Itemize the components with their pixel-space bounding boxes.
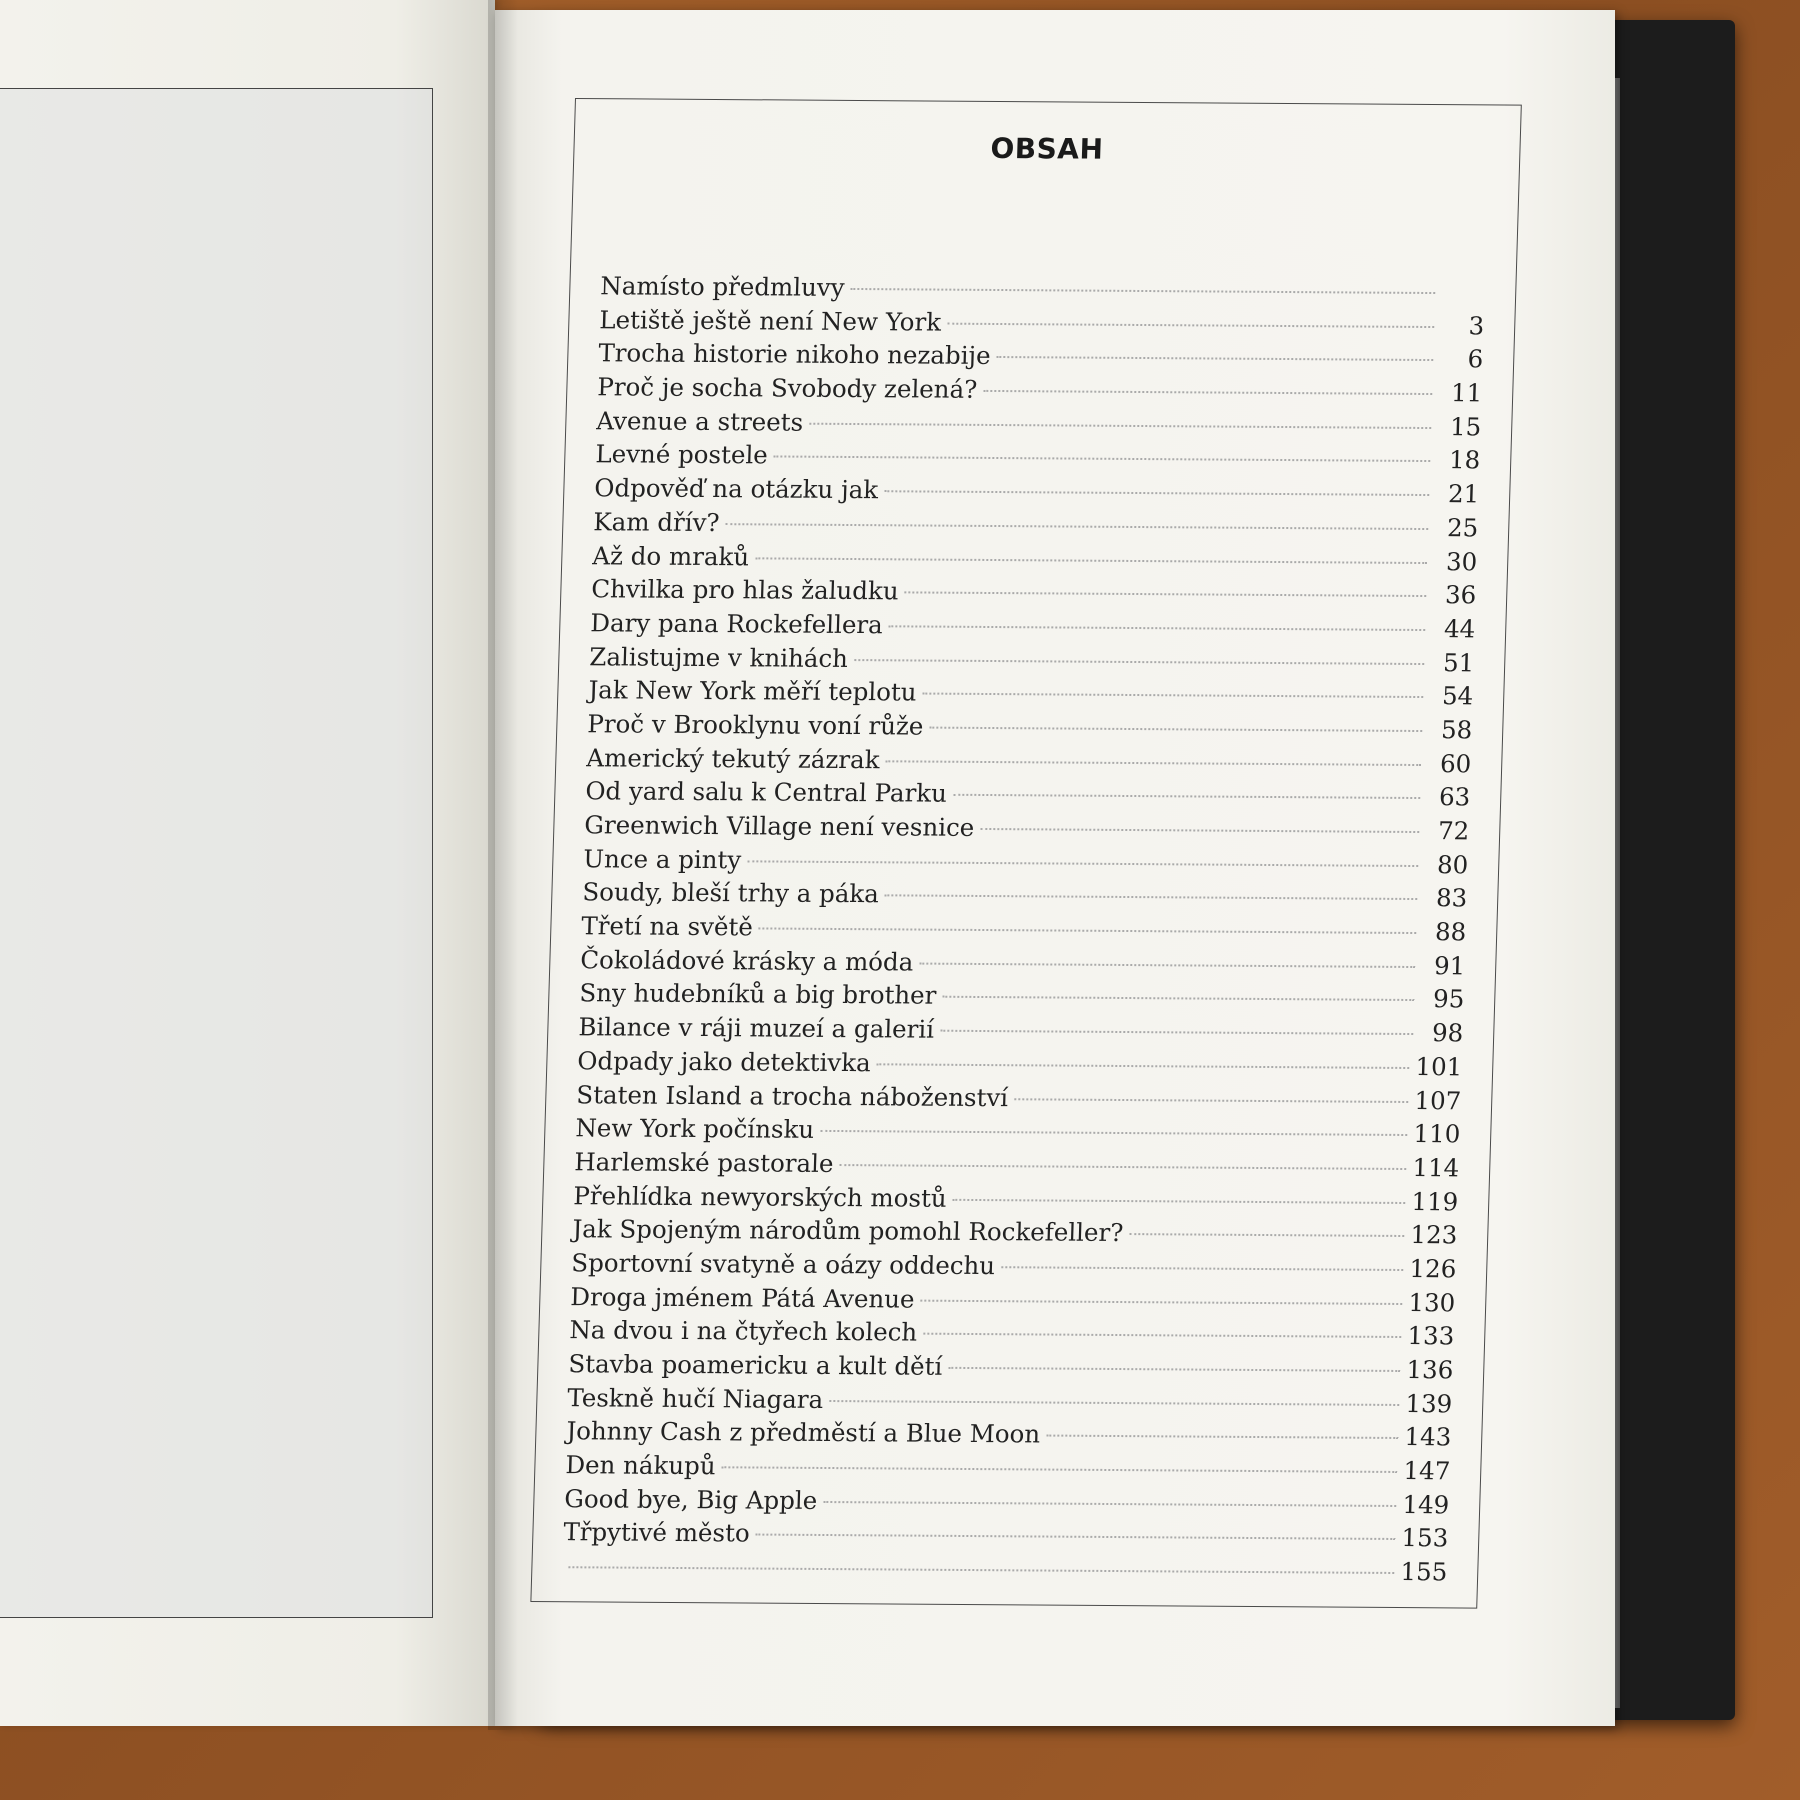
dot-leader [983,390,1432,395]
dot-leader [820,1130,1407,1136]
toc-entry-title: Harlemské pastorale [574,1147,834,1178]
toc-entry-page: 133 [1407,1321,1455,1351]
toc-entry-title: Na dvou i na čtyřech kolech [569,1315,918,1347]
toc-entry-page: 51 [1442,647,1475,677]
toc-entry-page: 36 [1444,580,1477,610]
toc-entry-title: New York počínsku [575,1113,815,1145]
toc-entry-page: 11 [1450,378,1483,408]
toc-entry-page: 63 [1438,782,1471,812]
toc-frame [530,98,1521,1609]
toc-entry-title: Kam dřív? [593,507,720,537]
toc-entry-title: Letiště ještě není New York [599,304,942,337]
toc-entry-page: 58 [1440,715,1473,745]
binding-shadow [488,0,518,1730]
dot-leader [1129,1233,1404,1237]
dot-leader [747,860,1418,867]
toc-entry-title: Jak Spojeným národům pomohl Rockefeller? [572,1214,1124,1248]
toc-entry-title: Good bye, Big Apple [564,1483,818,1515]
toc-entry-title: Třpytivé město [563,1517,751,1548]
dot-leader [997,356,1434,361]
toc-entry-page: 25 [1446,512,1479,543]
toc-entry-title: Den nákupů [565,1450,717,1481]
toc-entry-page: 15 [1449,411,1482,442]
dot-leader [940,1030,1413,1035]
dot-leader [886,760,1422,766]
dot-leader [756,1534,1396,1540]
toc-entry-title: Americký tekutý zázrak [586,742,881,774]
dot-leader [953,1198,1406,1203]
dot-leader [884,490,1429,496]
toc-entry-page: 114 [1412,1152,1460,1183]
toc-entry-page: 95 [1432,984,1465,1014]
toc-entry-title: Chvilka pro hlas žaludku [591,574,900,606]
dot-leader [854,659,1424,665]
toc-entry-title: Odpady jako detektivka [577,1046,872,1078]
toc-entry-title: Dary pana Rockefellera [590,608,884,640]
toc-entry-title: Namísto předmluvy [600,271,846,302]
dot-leader [889,625,1426,631]
dot-leader [905,592,1427,598]
dot-leader [919,962,1415,967]
toc-entry-page: 6 [1467,344,1484,374]
dot-leader [923,693,1424,698]
toc-entry-title: Droga jménem Pátá Avenue [570,1281,915,1314]
toc-entry-page: 18 [1448,445,1481,475]
toc-entry-title: Teskně hučí Niagara [567,1382,824,1414]
dot-leader [947,322,1434,327]
toc-entry-title: Čokoládové krásky a móda [580,944,914,977]
toc-entry-title: Přehlídka newyorských mostů [573,1180,948,1213]
toc-entry-page: 126 [1409,1253,1457,1284]
dot-leader [568,1566,1394,1574]
toc-entry-page: 143 [1404,1422,1452,1452]
toc-entry-page: 139 [1405,1388,1453,1419]
toc-entry-title: Sportovní svatyně a oázy oddechu [571,1248,996,1281]
toc-entry [562,1551,1448,1591]
toc-entry-page: 155 [1400,1557,1448,1587]
toc-entry-title: Jak New York měří teplotu [588,675,918,707]
dot-leader [755,557,1427,564]
dot-leader [829,1400,1399,1406]
dot-leader [929,727,1422,732]
toc-entry-page: 83 [1435,883,1468,913]
toc-entry-title: Stavba poamericku a kult dětí [568,1349,943,1381]
toc-entry-title: Až do mraků [592,540,750,571]
toc-entry-title: Avenue a streets [596,405,804,437]
toc-entry-title: Staten Island a trocha náboženství [576,1079,1009,1112]
dot-leader [759,927,1416,934]
dot-leader [923,1333,1401,1338]
toc-entry-page: 147 [1403,1456,1451,1486]
dot-leader [774,456,1431,463]
toc-entry-page: 153 [1401,1523,1449,1553]
toc-entry-page: 88 [1434,917,1467,947]
toc-entry-title: Zalistujme v knihách [589,641,849,673]
toc-entry-title: Třetí na světě [581,911,754,942]
toc-entry-title: Sny hudebníků a big brother [579,978,937,1011]
toc-entry-title: Proč je socha Svobody zelená? [597,372,978,404]
left-page-frame [0,88,433,1618]
dot-leader [725,523,1428,530]
toc-entry-title: Soudy, bleší trhy a páka [582,877,880,909]
toc-entry-title: Greenwich Village není vesnice [584,810,975,842]
toc-entry-page: 101 [1415,1051,1463,1082]
toc-entry-page: 123 [1410,1220,1458,1250]
dot-leader [885,895,1417,901]
toc-entry-page: 149 [1402,1489,1450,1520]
dot-leader [722,1466,1398,1473]
toc-entry-title: Unce a pinty [583,843,742,874]
toc-entry-page: 110 [1413,1119,1461,1149]
toc-entry-title: Bilance v ráji muzeí a galerií [578,1012,935,1044]
toc-entry-page: 21 [1447,479,1480,509]
toc-entry-page: 30 [1445,546,1478,576]
dot-leader [942,996,1414,1001]
toc-entry-title: Od yard salu k Central Parku [585,776,948,809]
dot-leader [980,828,1419,833]
toc-entry-page: 72 [1437,816,1470,846]
dot-leader [953,794,1420,799]
toc-entry-title: Johnny Cash z předměstí a Blue Moon [566,1416,1041,1449]
dot-leader [1046,1435,1398,1439]
dot-leader [920,1299,1402,1304]
dot-leader [877,1063,1410,1069]
toc-entry-page: 54 [1441,681,1474,711]
dot-leader [1001,1266,1403,1271]
toc-entry-page: 60 [1439,748,1472,779]
toc-entry-title: Trocha historie nikoho nezabije [598,338,992,371]
toc-entry-title: Levné postele [595,439,769,470]
toc-entry-page: 136 [1406,1355,1454,1385]
toc-entry-page: 3 [1468,310,1485,341]
toc-list [562,271,1486,1591]
dot-leader [839,1164,1406,1170]
toc-entry-page: 130 [1408,1287,1456,1317]
toc-entry-page: 80 [1436,849,1469,880]
toc-entry-page: 98 [1431,1018,1464,1048]
dot-leader [850,288,1435,294]
toc-entry-title: Proč v Brooklynu voní růže [587,709,924,741]
left-page [0,0,495,1726]
dot-leader [823,1501,1396,1507]
toc-entry-page: 44 [1443,614,1476,644]
dot-leader [809,422,1431,428]
toc-entry-page: 119 [1411,1186,1459,1216]
toc-entry-page: 107 [1414,1085,1462,1115]
dot-leader [1014,1098,1408,1103]
toc-entry-title: Odpověď na otázku jak [594,473,879,505]
toc-title: OBSAH [990,131,1104,166]
toc-entry-page: 91 [1433,950,1466,981]
dot-leader [948,1367,1400,1372]
